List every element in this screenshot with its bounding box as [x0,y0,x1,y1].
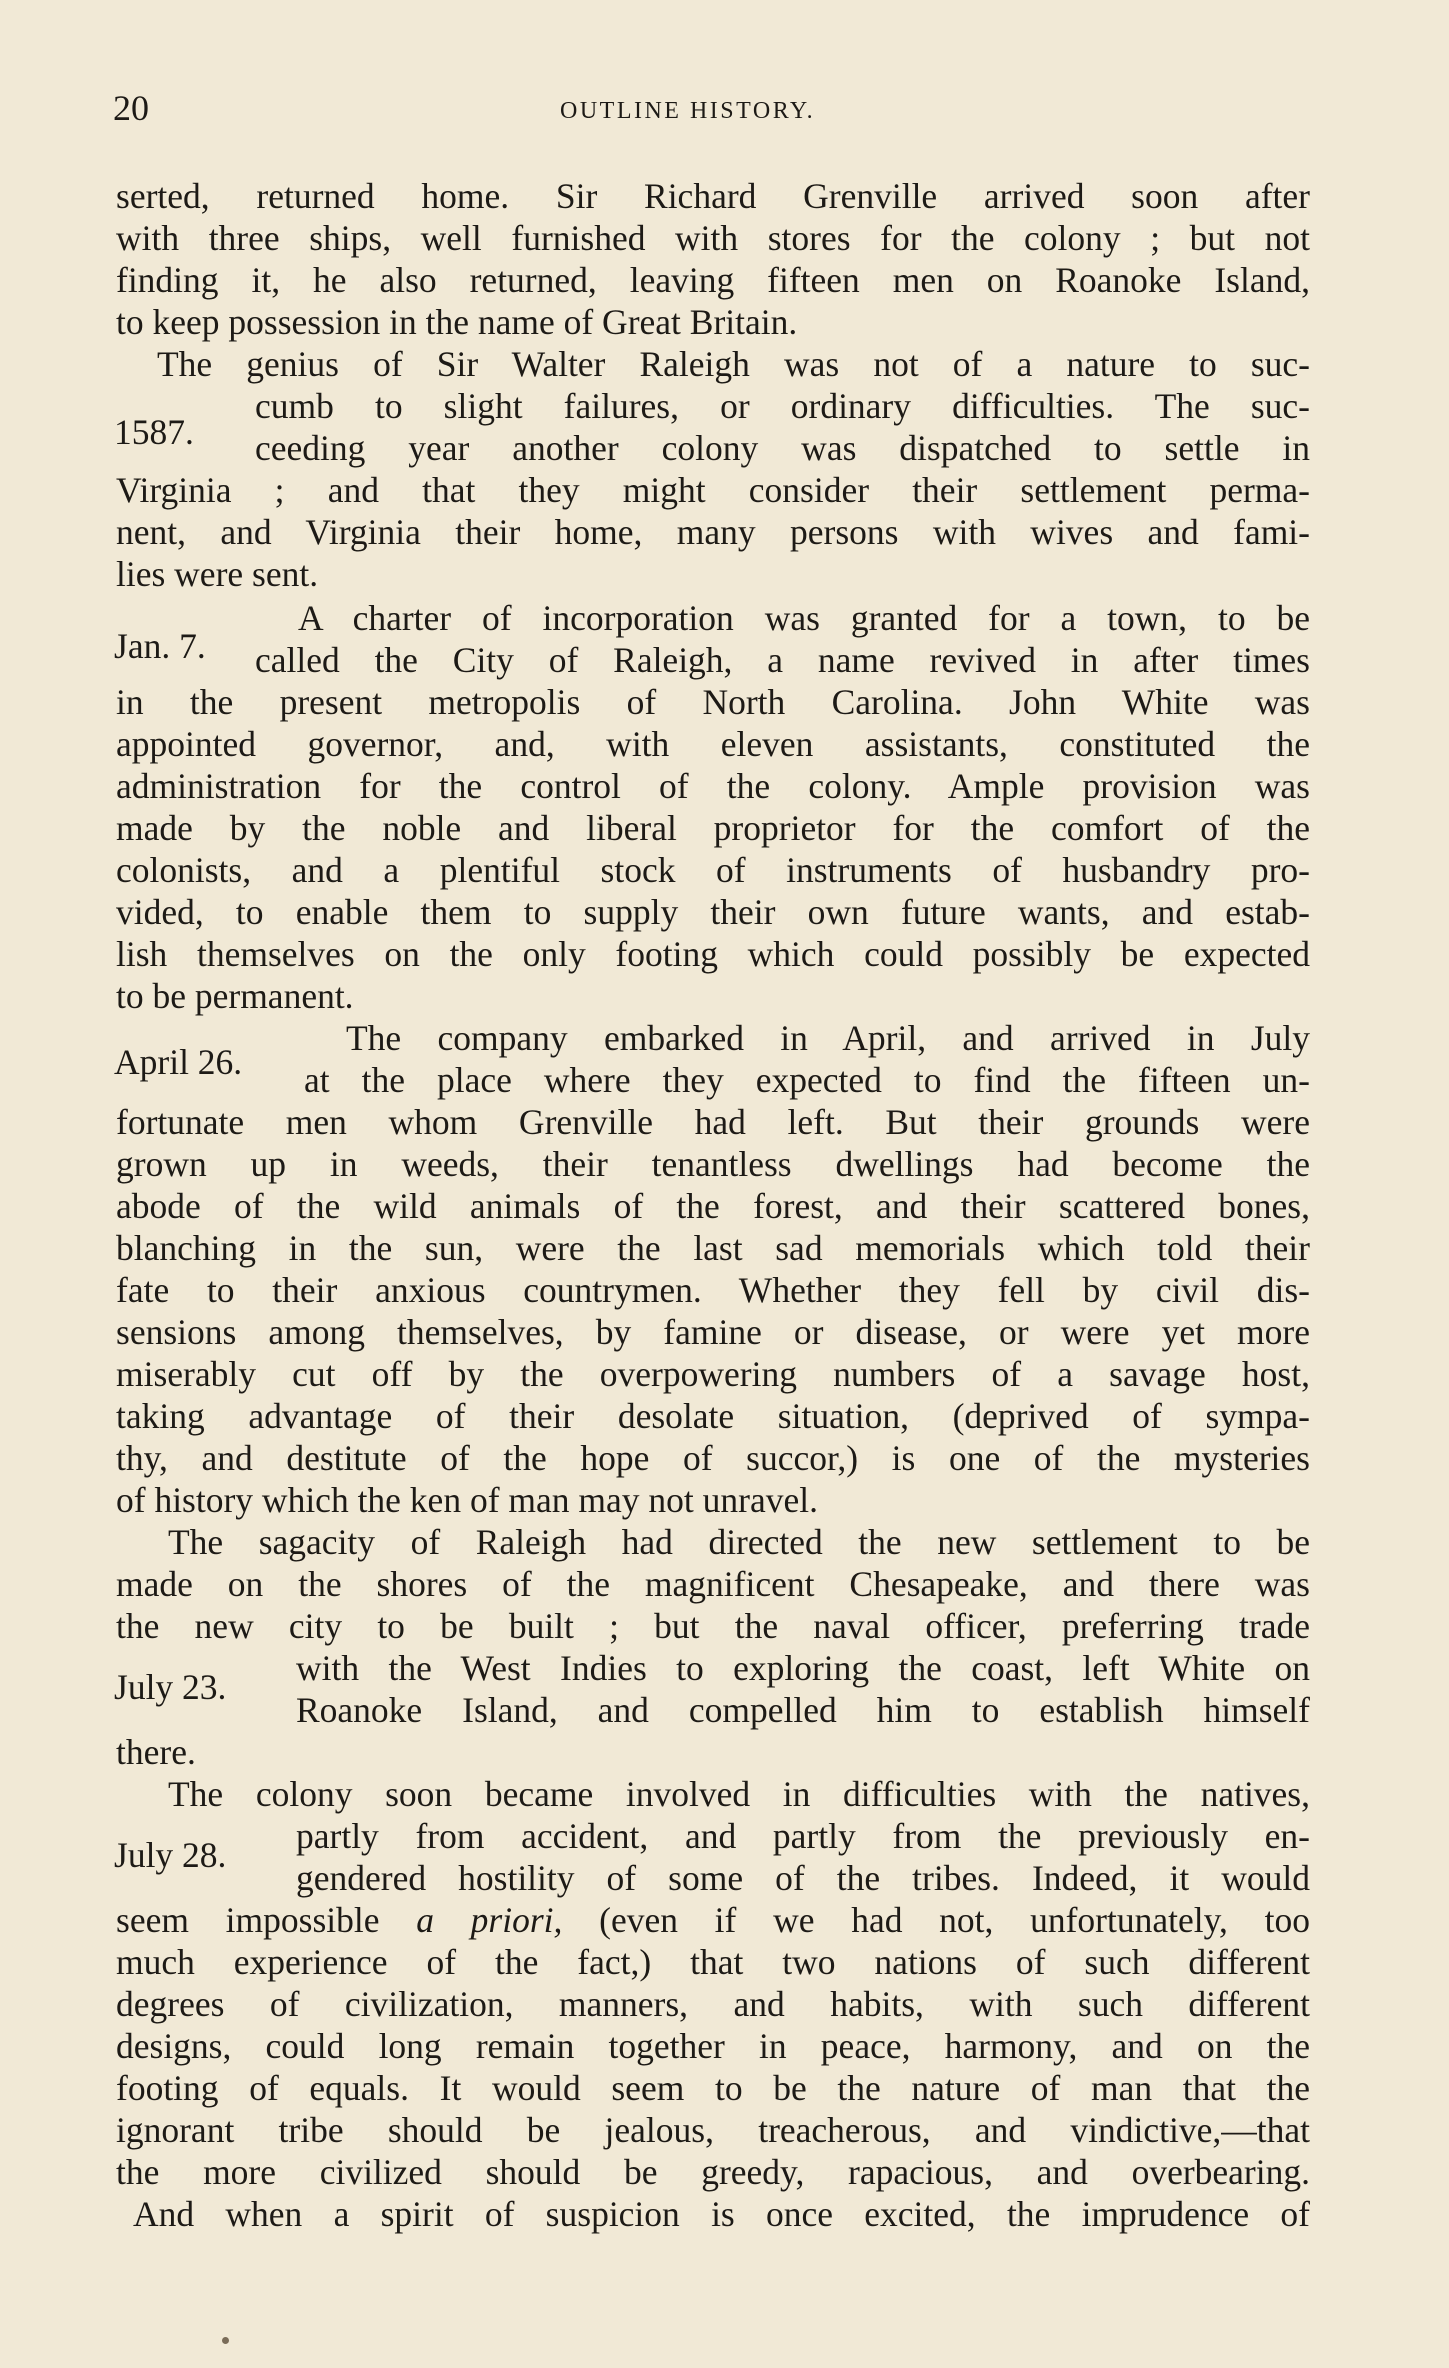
text-line: A charter of incorporation was granted for a town, to be [298,598,1310,638]
text-line: colonists, and a plentiful stock of instruments of husbandry pro- [116,850,1310,890]
text-line: The company embarked in April, and arrived in July [346,1018,1310,1058]
text-line: ignorant tribe should be jealous, treacherous, and vindictive,—that [116,2110,1310,2150]
text-line: And when a spirit of suspicion is once excited, the imprudence of [133,2194,1310,2234]
text-line: abode of the wild animals of the forest, and their scattered bones, [116,1186,1310,1226]
running-title: OUTLINE HISTORY. [560,98,816,124]
text-line: serted, returned home. Sir Richard Grenville arrived soon after [116,176,1310,216]
text-line: in the present metropolis of North Carolina. John White was [116,682,1310,722]
text-line: degrees of civilization, manners, and habits, with such different [116,1984,1310,2024]
text-line-a-priori: seem impossible a priori, (even if we had not, unfortunately, too [116,1900,1311,1940]
text-line: at the place where they expected to find the fifteen un- [304,1060,1310,1100]
text-line: appointed governor, and, with eleven assistants, constituted the [116,724,1310,764]
text-line: there. [116,1732,196,1772]
margin-note-july-23: July 23. [114,1667,227,1707]
text-line: made on the shores of the magnificent Chesapeake, and there was [116,1564,1310,1604]
text-line: miserably cut off by the overpowering numbers of a savage host, [116,1354,1310,1394]
text-line: to keep possession in the name of Great Britain. [116,302,798,342]
text-line: gendered hostility of some of the tribes. Indeed, it would [296,1858,1310,1898]
text-line: nent, and Virginia their home, many persons with wives and fami- [116,512,1310,552]
text-line: lies were sent. [116,554,319,594]
text-line: footing of equals. It would seem to be the nature of man that the [116,2068,1310,2108]
text-line: vided, to enable them to supply their own future wants, and estab- [116,892,1310,932]
text-line: to be permanent. [116,976,354,1016]
text-line: The genius of Sir Walter Raleigh was not of a nature to suc- [157,344,1310,384]
text-line: the more civilized should be greedy, rapacious, and overbearing. [116,2152,1310,2192]
text-line: of history which the ken of man may not unravel. [116,1480,818,1520]
text-line: fortunate men whom Grenville had left. But their grounds were [116,1102,1310,1142]
text-line: sensions among themselves, by famine or disease, or were yet more [116,1312,1310,1352]
text-line: finding it, he also returned, leaving fifteen men on Roanoke Island, [116,260,1310,300]
text-line: ceeding year another colony was dispatched to settle in [255,428,1310,468]
page-number: 20 [113,88,149,128]
text-line: thy, and destitute of the hope of succor,) is one of the mysteries [116,1438,1310,1478]
text-line: blanching in the sun, were the last sad memorials which told their [116,1228,1310,1268]
margin-note-july-28: July 28. [114,1835,227,1875]
text-line: lish themselves on the only footing which could possibly be expected [116,934,1310,974]
text-line: The colony soon became involved in difficulties with the natives, [168,1774,1310,1814]
text-line: administration for the control of the colony. Ample provision was [116,766,1310,806]
text-line: made by the noble and liberal proprietor for the comfort of the [116,808,1310,848]
text-line: with three ships, well furnished with stores for the colony ; but not [116,218,1310,258]
text-line: the new city to be built ; but the naval officer, preferring trade [116,1606,1310,1646]
text-line: cumb to slight failures, or ordinary difficulties. The suc- [255,386,1310,426]
text-line: Roanoke Island, and compelled him to establish himself [296,1690,1310,1730]
text-line: partly from accident, and partly from the previously en- [296,1816,1310,1856]
text-line: called the City of Raleigh, a name revived in after times [255,640,1310,680]
margin-note-april-26: April 26. [114,1042,243,1082]
margin-note-1587: 1587. [114,412,194,452]
margin-note-jan-7: Jan. 7. [114,626,206,666]
ink-speck [222,2337,229,2344]
text-line: taking advantage of their desolate situation, (deprived of sympa- [116,1396,1310,1436]
text-line: with the West Indies to exploring the coast, left White on [296,1648,1310,1688]
text-line: much experience of the fact,) that two nations of such different [116,1942,1310,1982]
text-line: designs, could long remain together in peace, harmony, and on the [116,2026,1310,2066]
text-line: The sagacity of Raleigh had directed the new settlement to be [168,1522,1310,1562]
text-line: grown up in weeds, their tenantless dwellings had become the [116,1144,1310,1184]
text-line: fate to their anxious countrymen. Whether they fell by civil dis- [116,1270,1310,1310]
text-line: Virginia ; and that they might consider their settlement perma- [116,470,1310,510]
